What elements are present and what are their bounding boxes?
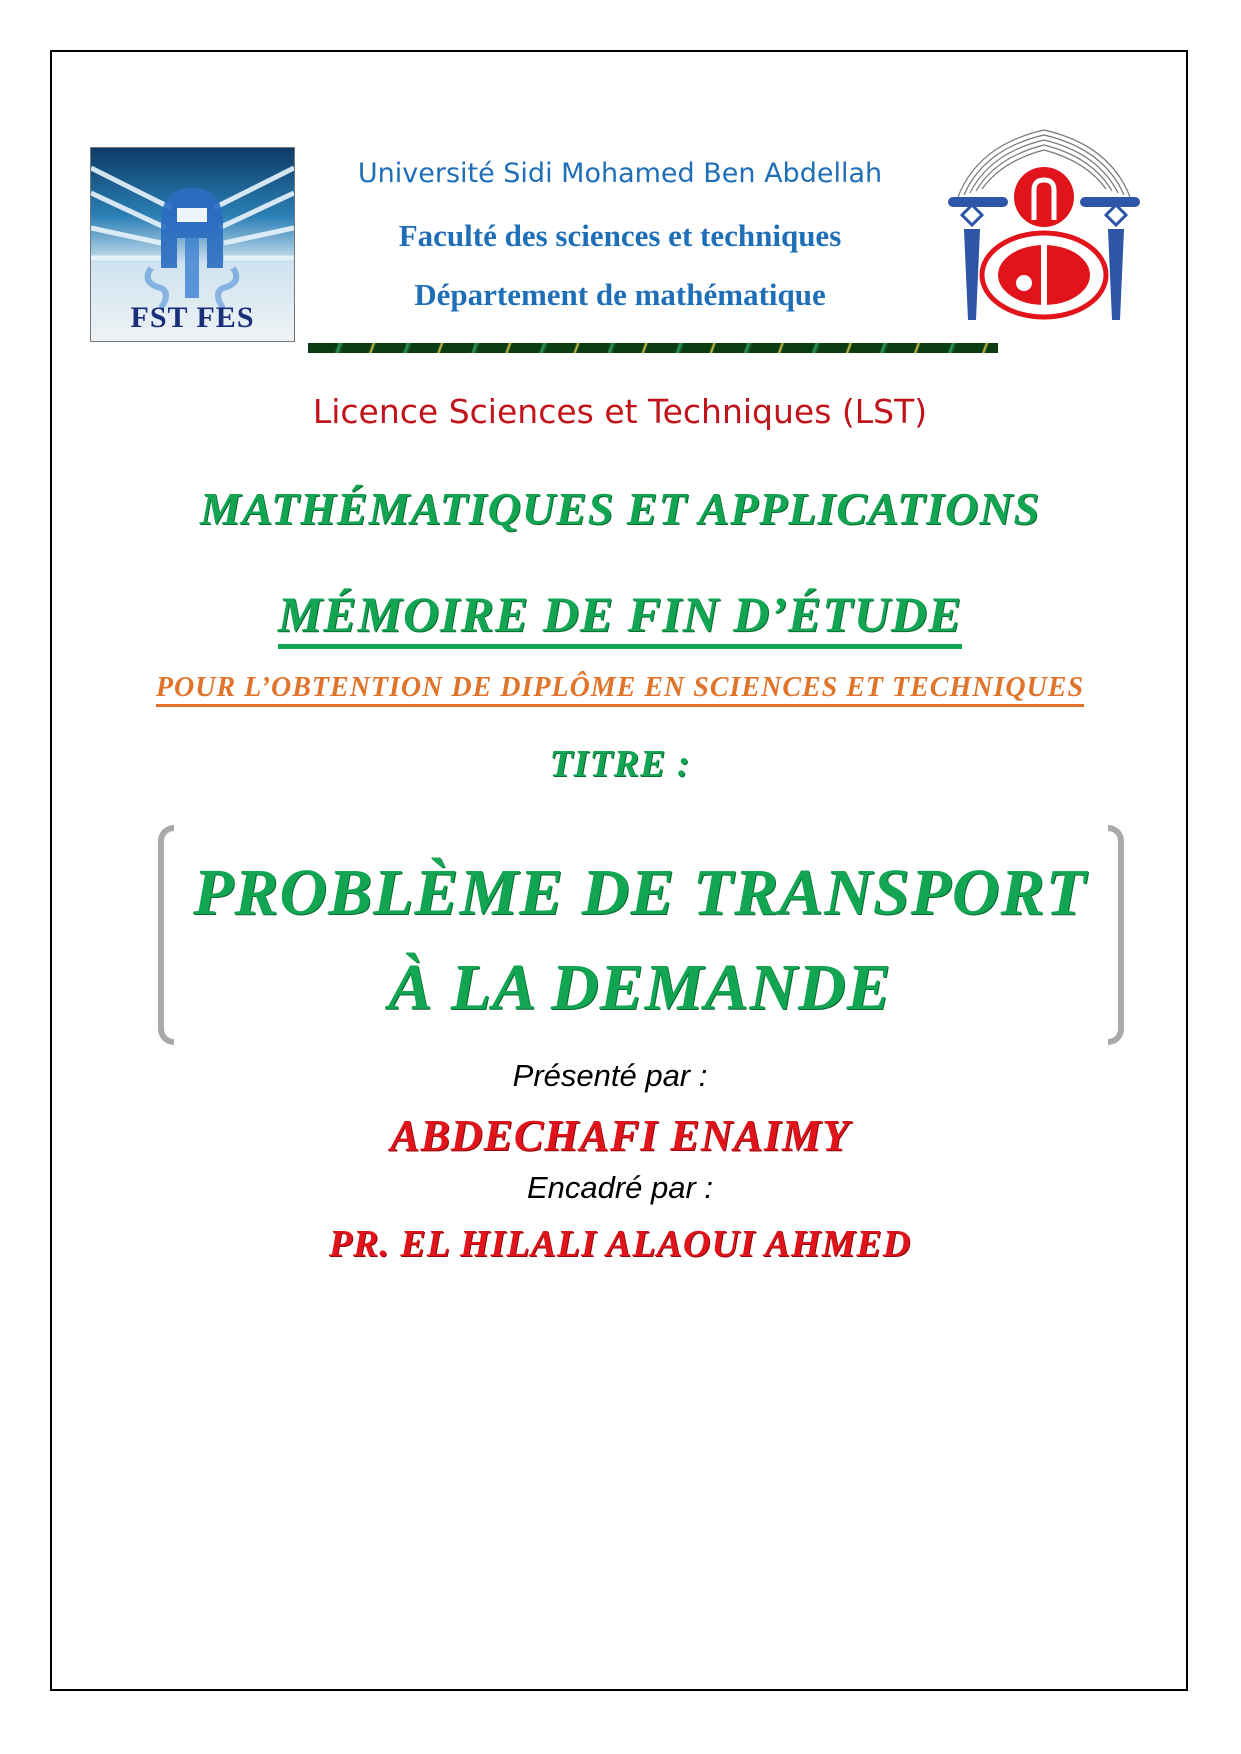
decorative-green-band [308, 343, 998, 353]
licence-heading: Licence Sciences et Techniques (LST) [312, 392, 928, 431]
title-label: TITRE : [549, 743, 691, 785]
document-title-line-1: PROBLÈME DE TRANSPORT [193, 856, 1087, 929]
supervisor-name: PR. EL HILALI ALAOUI AHMED [328, 1223, 912, 1265]
program-track-heading: MATHÉMATIQUES ET APPLICATIONS [199, 483, 1041, 534]
purpose-line [120, 672, 1120, 704]
presented-by-label: Présenté par : [512, 1058, 708, 1093]
document-type-text: MÉMOIRE DE FIN D’ÉTUDE [278, 586, 963, 649]
supervised-by-label: Encadré par : [526, 1170, 714, 1205]
university-name: Université Sidi Mohamed Ben Abdellah [357, 158, 883, 189]
fst-fes-label: FST FES [130, 301, 255, 334]
faculty-name: Faculté des sciences et techniques [398, 218, 842, 253]
fst-fes-logo-icon [90, 147, 295, 342]
document-type-heading [180, 585, 1060, 643]
department-name: Département de mathématique [414, 277, 826, 312]
purpose-text: POUR L’OBTENTION DE DIPLÔME EN SCIENCES ET TECHNIQUES [156, 672, 1084, 707]
right-bracket-decoration [1108, 825, 1124, 1045]
author-name: ABDECHAFI ENAIMY [390, 1111, 850, 1160]
usmba-university-emblem-icon [938, 125, 1150, 330]
document-title-line-2: À LA DEMANDE [388, 951, 892, 1024]
